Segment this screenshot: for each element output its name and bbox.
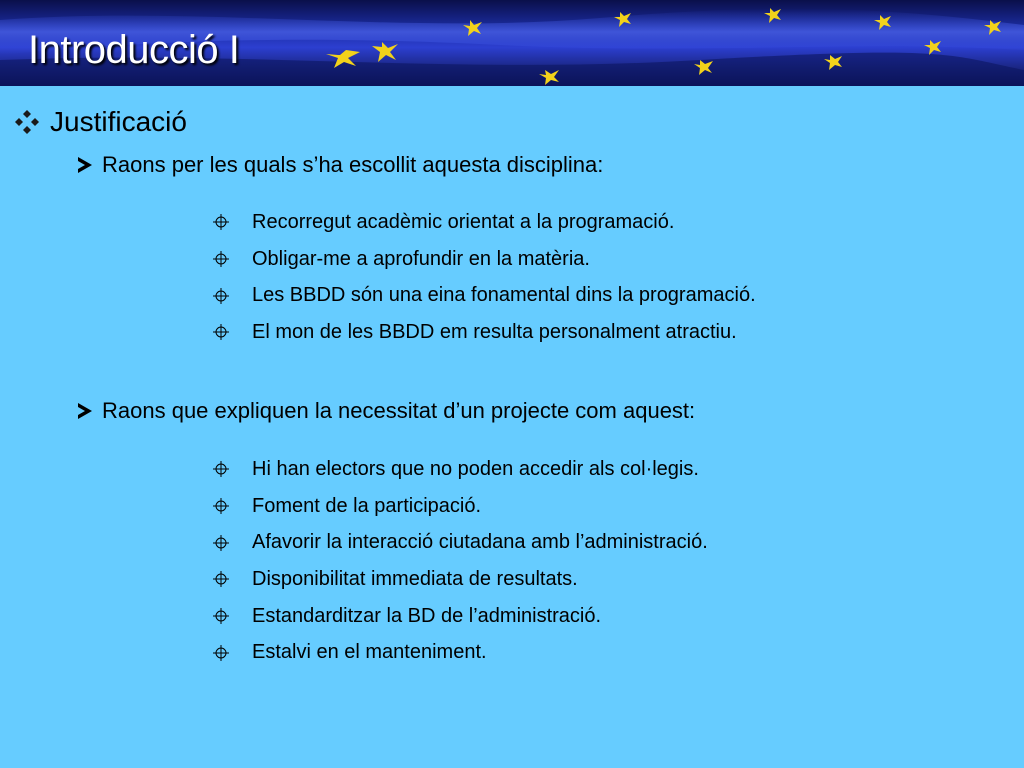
crosshair-bullet-icon [212, 607, 252, 625]
list-item [212, 598, 708, 635]
list-item-text: Foment de la participació. [252, 494, 482, 517]
section-label: Justificació [50, 106, 187, 137]
list-item-text: Obligar-me a aprofundir en la matèria. [252, 247, 590, 270]
arrow-bullet-icon [76, 155, 98, 175]
list-item [212, 524, 708, 561]
group-2-list [212, 451, 708, 671]
list-item [212, 561, 708, 598]
list-item [212, 451, 708, 488]
slide-title: Introducció I [28, 28, 240, 72]
group-heading-label: Raons per les quals s’ha escollit aquesta disciplina: [102, 152, 604, 177]
list-item [212, 204, 756, 241]
list-item [212, 488, 708, 525]
crosshair-bullet-icon [212, 497, 252, 515]
crosshair-bullet-icon [212, 213, 252, 231]
list-item-text: Recorregut acadèmic orientat a la programació. [252, 211, 675, 233]
list-item-text: Hi han electors que no poden accedir als col·legis. [252, 458, 699, 480]
list-item [212, 241, 756, 278]
crosshair-bullet-icon [212, 287, 252, 305]
diamond-four-bullet-icon [14, 109, 44, 135]
crosshair-bullet-icon [212, 534, 252, 552]
list-item [212, 277, 756, 314]
group-heading-1 [76, 150, 603, 180]
crosshair-bullet-icon [212, 323, 252, 341]
list-item-text: Les BBDD són una eina fonamental dins la programació. [252, 284, 756, 307]
group-1-list [212, 204, 756, 351]
list-item [212, 634, 708, 671]
section-heading [14, 104, 187, 140]
list-item-text: Estalvi en el manteniment. [252, 641, 487, 664]
group-heading-2 [76, 396, 695, 426]
list-item-text: El mon de les BBDD em resulta personalment atractiu. [252, 321, 737, 344]
crosshair-bullet-icon [212, 250, 252, 268]
crosshair-bullet-icon [212, 460, 252, 478]
list-item-text: Disponibilitat immediata de resultats. [252, 568, 578, 591]
list-item-text: Afavorir la interacció ciutadana amb l’administració. [252, 531, 708, 554]
group-heading-label: Raons que expliquen la necessitat d’un projecte com aquest: [102, 398, 696, 423]
crosshair-bullet-icon [212, 570, 252, 588]
list-item-text: Estandarditzar la BD de l’administració. [252, 604, 602, 627]
list-item [212, 314, 756, 351]
arrow-bullet-icon [76, 401, 98, 421]
crosshair-bullet-icon [212, 644, 252, 662]
